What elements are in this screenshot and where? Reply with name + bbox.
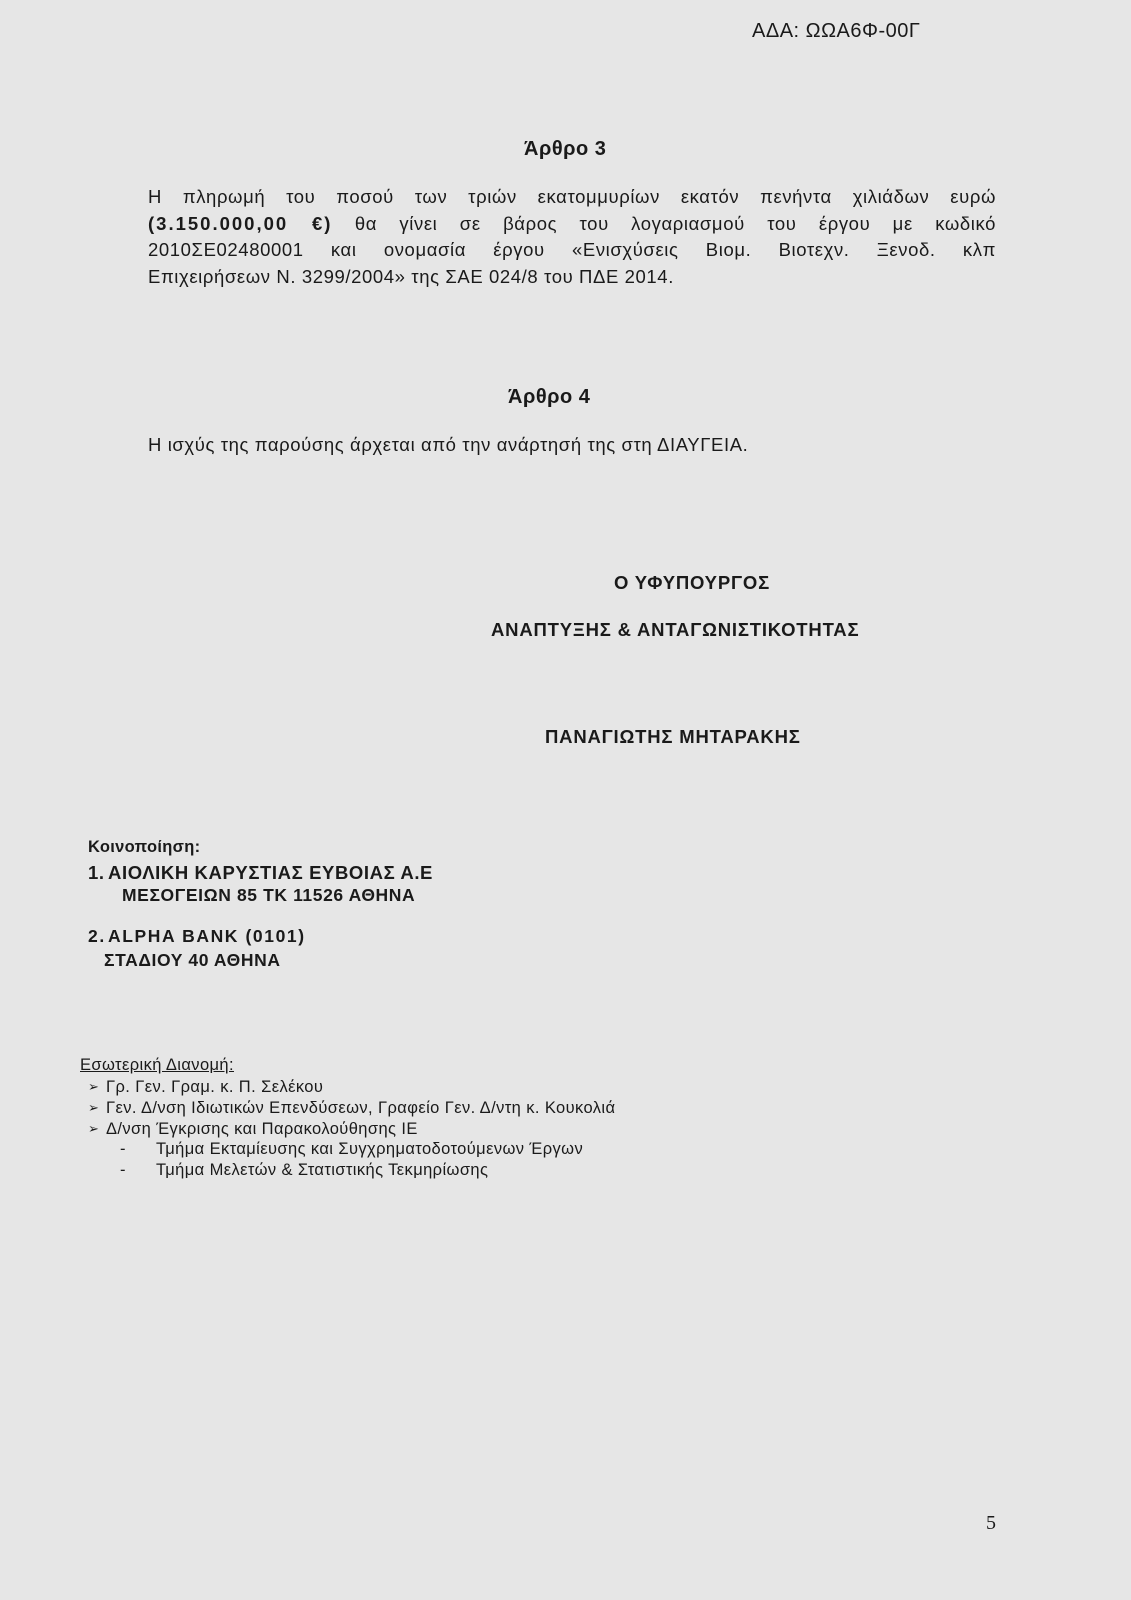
recipient-2-address: ΣΤΑΔΙΟΥ 40 ΑΘΗΝΑ [104, 950, 281, 970]
page-number: 5 [986, 1512, 996, 1534]
article-3-line-4: Επιχειρήσεων Ν. 3299/2004» της ΣΑΕ 024/8 του ΠΔΕ 2014. [148, 265, 674, 287]
ada-code: ΑΔΑ: ΩΩΑ6Φ-00Γ [752, 20, 921, 42]
dash-bullet: - [120, 1161, 126, 1179]
arrow-right-icon: ➢ [88, 1100, 100, 1115]
internal-item-text: Γεν. Δ/νση Ιδιωτικών Επενδύσεων, Γραφείο Γεν. Δ/ντη κ. Κουκολιά [106, 1099, 616, 1117]
arrow-right-icon: ➢ [88, 1121, 100, 1136]
internal-distribution-label: Εσωτερική Διανομή: [80, 1056, 234, 1074]
recipient-1-address: ΜΕΣΟΓΕΙΩΝ 85 ΤΚ 11526 ΑΘΗΝΑ [122, 885, 416, 905]
arrow-right-icon: ➢ [88, 1079, 100, 1094]
article-3-line-2-text: θα γίνει σε βάρος του λογαριασμού του έργου με κωδικό [354, 212, 996, 234]
recipient-2-name [88, 926, 306, 947]
internal-item [88, 1078, 323, 1097]
article-4-title: Άρθρο 4 [508, 386, 591, 408]
article-3-line-1: Η πληρωμή του ποσού των τριών εκατομμυρίων εκατόν πενήντα χιλιάδων ευρώ [148, 186, 996, 207]
internal-subitem-text: Τμήμα Μελετών & Στατιστικής Τεκμηρίωσης [156, 1161, 489, 1179]
notification-label: Κοινοποίηση: [88, 838, 201, 856]
internal-subitem [120, 1140, 583, 1159]
recipient-2-name-text: ALPHA BANK (0101) [108, 926, 306, 946]
recipient-1-number: 1. [88, 862, 105, 883]
article-3-body [148, 184, 996, 290]
internal-subitem [120, 1161, 488, 1180]
internal-item-text: Δ/νση Έγκρισης και Παρακολούθησης ΙΕ [106, 1120, 418, 1138]
recipient-1-name-text: ΑΙΟΛΙΚΗ ΚΑΡΥΣΤΙΑΣ ΕΥΒΟΙΑΣ Α.Ε [108, 862, 433, 883]
internal-item-text: Γρ. Γεν. Γραμ. κ. Π. Σελέκου [106, 1078, 324, 1096]
recipient-2-number: 2. [88, 926, 106, 946]
internal-item [88, 1099, 615, 1118]
recipient-1-name [88, 862, 433, 884]
internal-item [88, 1120, 418, 1139]
payment-amount: (3.150.000,00 €) [148, 212, 333, 234]
article-3-line-3: 2010ΣΕ02480001 και ονομασία έργου «Ενισχύσεις Βιομ. Βιοτεχν. Ξενοδ. κλπ [148, 239, 996, 260]
internal-subitem-text: Τμήμα Εκταμίευσης και Συγχρηματοδοτούμενων Έργων [156, 1140, 584, 1158]
article-4-body: Η ισχύς της παρούσης άρχεται από την ανάρτησή της στη ΔΙΑΥΓΕΙΑ. [148, 434, 749, 455]
signatory-title: Ο ΥΦΥΠΟΥΡΓΟΣ [614, 572, 770, 593]
article-3-title: Άρθρο 3 [524, 138, 607, 160]
article-3-line-2 [148, 211, 996, 238]
dash-bullet: - [120, 1140, 126, 1158]
signatory-name: ΠΑΝΑΓΙΩΤΗΣ ΜΗΤΑΡΑΚΗΣ [545, 726, 801, 747]
signatory-ministry: ΑΝΑΠΤΥΞΗΣ & ΑΝΤΑΓΩΝΙΣΤΙΚΟΤΗΤΑΣ [491, 619, 860, 640]
